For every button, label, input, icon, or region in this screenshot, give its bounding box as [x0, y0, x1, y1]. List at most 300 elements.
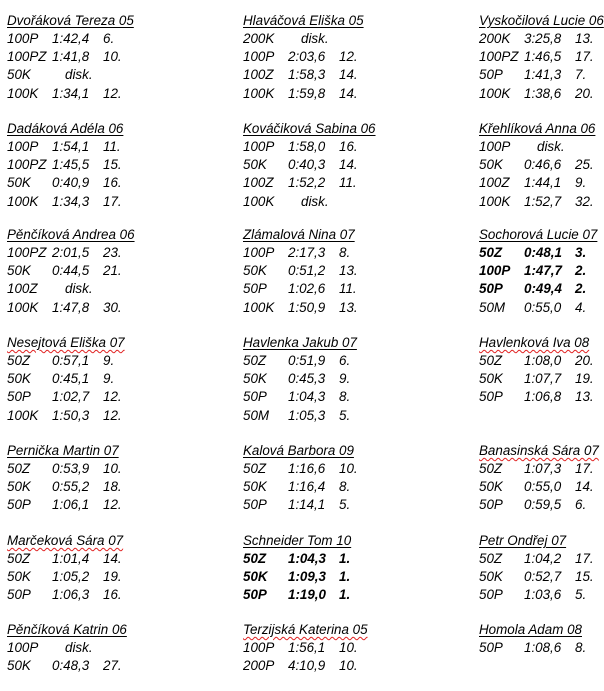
time: 0:51,2: [288, 263, 326, 279]
time: 1:06,3: [52, 587, 90, 603]
place: 14.: [103, 551, 122, 566]
swimmer-name: Pěnčíková Katrin 06: [7, 622, 127, 637]
time: 0:40,3: [288, 157, 326, 173]
discipline: 50P: [243, 389, 267, 405]
result-row: [7, 550, 142, 568]
swimmer-block: [7, 532, 142, 605]
place: 10.: [339, 461, 358, 476]
time: 1:05,2: [52, 569, 90, 585]
swimmer-block: [479, 12, 604, 103]
discipline: 50K: [243, 157, 267, 173]
place: 21.: [103, 263, 122, 279]
disqualified-status: disk.: [301, 31, 329, 46]
time: 1:07,3: [524, 461, 562, 476]
time: 1:47,7: [524, 263, 562, 279]
time: 1:41,8: [52, 49, 90, 65]
discipline: 50K: [479, 479, 503, 495]
discipline: 100P: [7, 640, 39, 655]
discipline: 100P: [479, 139, 511, 154]
swimmer-name: Petr Ondřej 07: [479, 533, 567, 548]
place: 12.: [103, 389, 122, 405]
place: 4.: [575, 299, 587, 315]
time: 1:58,3: [288, 67, 326, 83]
result-row: [7, 193, 142, 211]
time: 2:17,3: [288, 245, 326, 260]
result-row: [479, 388, 604, 406]
time: 1:50,3: [52, 407, 90, 423]
discipline: 50K: [479, 157, 503, 173]
discipline: 100P: [479, 263, 511, 279]
discipline: 50P: [479, 281, 503, 297]
discipline: 100K: [243, 85, 275, 101]
time: 1:04,3: [288, 551, 326, 566]
discipline: 50P: [243, 587, 267, 603]
discipline: 50K: [7, 263, 31, 279]
discipline: 100PZ: [479, 49, 519, 65]
time: 1:46,5: [524, 49, 562, 65]
swimmer-block: [243, 120, 378, 211]
discipline: 50P: [479, 497, 503, 513]
place: 27.: [103, 658, 122, 674]
result-row: [243, 174, 378, 192]
place: 10.: [339, 658, 358, 674]
time: 1:16,6: [288, 461, 326, 476]
result-row: [479, 299, 604, 317]
place: 14.: [339, 85, 358, 101]
time: 1:09,3: [288, 569, 326, 585]
swimmer-block: [243, 334, 378, 425]
discipline: 50Z: [479, 245, 503, 260]
result-row: [7, 568, 142, 586]
place: 19.: [575, 371, 594, 387]
place: 13.: [575, 31, 594, 46]
time: 1:02,7: [52, 389, 90, 405]
place: 16.: [103, 175, 122, 191]
result-row: [243, 299, 378, 317]
discipline: 100K: [7, 193, 39, 209]
time: 1:52,7: [524, 193, 562, 209]
swimmer-block: [7, 334, 142, 425]
time: 1:16,4: [288, 479, 326, 495]
place: 8.: [339, 389, 351, 405]
place: 12.: [103, 497, 122, 513]
place: 2.: [575, 263, 587, 279]
result-row: [479, 280, 604, 298]
result-row: [7, 407, 142, 425]
discipline: 50P: [7, 587, 31, 603]
time: 0:48,1: [524, 245, 562, 260]
place: 20.: [575, 85, 594, 101]
discipline: 50K: [7, 175, 31, 191]
time: 0:45,1: [52, 371, 90, 387]
result-row: [243, 568, 378, 586]
swimmer-block: [479, 334, 604, 407]
result-row: [479, 586, 604, 604]
discipline: 100P: [243, 640, 275, 655]
result-row: [243, 478, 378, 496]
result-row: [243, 48, 378, 66]
result-row: [479, 30, 604, 48]
place: 3.: [575, 245, 587, 260]
discipline: 50Z: [7, 551, 31, 566]
result-row: [479, 550, 604, 568]
discipline: 100Z: [479, 175, 510, 191]
swimmer-name: Kováčiková Sabina 06: [243, 121, 376, 136]
place: 2.: [575, 281, 587, 297]
discipline: 100K: [243, 299, 275, 315]
time: 0:52,7: [524, 569, 562, 585]
place: 17.: [575, 49, 594, 65]
time: 0:46,6: [524, 157, 562, 173]
place: 13.: [339, 299, 358, 315]
place: 10.: [339, 640, 358, 655]
time: 1:07,7: [524, 371, 562, 387]
place: 1.: [339, 569, 351, 585]
swimmer-block: [243, 442, 378, 515]
time: 0:49,4: [524, 281, 562, 297]
result-row: [7, 370, 142, 388]
time: 1:54,1: [52, 139, 90, 154]
result-row: [243, 30, 378, 48]
swimmer-block: [479, 621, 604, 657]
discipline: 50Z: [479, 461, 503, 476]
place: 6.: [339, 353, 351, 368]
result-row: [479, 85, 604, 103]
result-row: [7, 478, 142, 496]
result-row: [243, 352, 378, 370]
swimmer-name: Kalová Barbora 09: [243, 443, 354, 458]
place: 10.: [103, 49, 122, 65]
result-row: [7, 496, 142, 514]
result-row: [7, 30, 142, 48]
time: 0:59,5: [524, 497, 562, 513]
result-row: [243, 156, 378, 174]
disqualified-status: disk.: [537, 139, 565, 154]
place: 6.: [575, 497, 587, 513]
result-row: [7, 299, 142, 317]
result-row: [479, 174, 604, 192]
place: 9.: [103, 371, 115, 387]
result-row: [479, 568, 604, 586]
discipline: 50K: [7, 371, 31, 387]
discipline: 100P: [243, 245, 275, 260]
discipline: 100P: [243, 139, 275, 154]
discipline: 50K: [7, 569, 31, 585]
result-row: [243, 657, 378, 675]
discipline: 50P: [479, 640, 503, 655]
result-row: [243, 193, 378, 211]
swimmer-name: Pěnčíková Andrea 06: [7, 227, 135, 242]
swimmer-block: [479, 120, 604, 211]
result-row: [479, 496, 604, 514]
result-row: [479, 352, 604, 370]
discipline: 200P: [243, 658, 275, 674]
swimmer-block: [243, 226, 378, 317]
time: 0:44,5: [52, 263, 90, 279]
discipline: 50K: [7, 67, 31, 83]
swimmer-block: [7, 226, 142, 317]
place: 17.: [103, 193, 122, 209]
time: 1:50,9: [288, 299, 326, 315]
place: 19.: [103, 569, 122, 585]
result-row: [243, 66, 378, 84]
result-row: [479, 48, 604, 66]
place: 12.: [339, 49, 358, 65]
discipline: 50K: [243, 479, 267, 495]
place: 13.: [339, 263, 358, 279]
result-row: [7, 138, 142, 156]
swimmer-block: [7, 442, 142, 515]
time: 2:03,6: [288, 49, 326, 65]
discipline: 100K: [7, 299, 39, 315]
time: 1:04,3: [288, 389, 326, 405]
place: 11.: [103, 139, 121, 154]
discipline: 50P: [7, 389, 31, 405]
swimmer-block: [243, 12, 378, 103]
result-row: [7, 460, 142, 478]
swimmer-name: Havlenka Jakub 07: [243, 335, 357, 350]
place: 25.: [575, 157, 594, 173]
discipline: 50P: [7, 497, 31, 513]
swimmer-name: Schneider Tom 10: [243, 533, 352, 548]
time: 2:01,5: [52, 245, 90, 260]
discipline: 50Z: [7, 461, 31, 476]
swimmer-name: Zlámalová Nina 07: [243, 227, 355, 242]
discipline: 50P: [243, 497, 267, 513]
place: 1.: [339, 551, 351, 566]
result-row: [243, 639, 378, 657]
place: 9.: [339, 371, 351, 387]
swimmer-name: Hlaváčová Eliška 05: [243, 13, 364, 28]
discipline: 50K: [479, 371, 503, 387]
time: 1:03,6: [524, 587, 562, 603]
discipline: 50K: [479, 569, 503, 585]
place: 14.: [575, 479, 594, 495]
discipline: 100Z: [243, 67, 274, 83]
discipline: 100K: [7, 85, 39, 101]
swimmer-block: [7, 120, 142, 211]
result-row: [479, 193, 604, 211]
swimmer-name: Sochorová Lucie 07: [479, 227, 598, 242]
place: 20.: [575, 353, 594, 368]
place: 5.: [339, 407, 351, 423]
discipline: 50Z: [479, 551, 503, 566]
time: 0:51,9: [288, 353, 326, 368]
swimmer-name: Dadáková Adéla 06: [7, 121, 124, 136]
place: 16.: [339, 139, 358, 154]
swimmer-name: Terzijská Katerina 05: [243, 622, 368, 637]
place: 5.: [339, 497, 351, 513]
time: 0:57,1: [52, 353, 90, 368]
time: 1:47,8: [52, 299, 90, 315]
place: 23.: [103, 245, 122, 260]
result-row: [7, 657, 142, 675]
result-row: [479, 66, 604, 84]
place: 17.: [575, 461, 594, 476]
discipline: 100K: [243, 193, 275, 209]
time: 1:05,3: [288, 407, 326, 423]
time: 1:34,3: [52, 193, 90, 209]
result-row: [479, 478, 604, 496]
place: 11.: [339, 175, 357, 191]
time: 0:45,3: [288, 371, 326, 387]
place: 10.: [103, 461, 122, 476]
swimmer-block: [243, 532, 378, 605]
time: 1:58,0: [288, 139, 326, 154]
time: 1:08,0: [524, 353, 562, 368]
result-row: [243, 388, 378, 406]
discipline: 50Z: [243, 353, 267, 368]
result-row: [479, 639, 604, 657]
result-row: [479, 460, 604, 478]
time: 1:44,1: [524, 175, 562, 191]
place: 14.: [339, 67, 358, 83]
result-row: [7, 352, 142, 370]
disqualified-status: disk.: [65, 67, 93, 83]
result-row: [243, 496, 378, 514]
result-row: [7, 388, 142, 406]
time: 0:55,0: [524, 479, 562, 495]
discipline: 200K: [479, 31, 511, 46]
discipline: 100Z: [7, 281, 38, 297]
result-row: [243, 407, 378, 425]
place: 9.: [575, 175, 587, 191]
time: 1:19,0: [288, 587, 326, 603]
result-row: [7, 586, 142, 604]
time: 1:38,6: [524, 85, 562, 101]
place: 32.: [575, 193, 594, 209]
place: 15.: [103, 157, 122, 173]
result-row: [7, 66, 142, 84]
result-row: [243, 370, 378, 388]
discipline: 100P: [7, 31, 39, 46]
time: 0:55,2: [52, 479, 90, 495]
result-row: [243, 262, 378, 280]
time: 1:08,6: [524, 640, 562, 655]
discipline: 200K: [243, 31, 275, 46]
time: 1:52,2: [288, 175, 326, 191]
place: 17.: [575, 551, 594, 566]
time: 1:41,3: [524, 67, 562, 83]
place: 13.: [575, 389, 594, 405]
result-row: [7, 280, 142, 298]
discipline: 50Z: [479, 353, 503, 368]
discipline: 50Z: [7, 353, 31, 368]
result-row: [479, 138, 604, 156]
discipline: 50M: [479, 299, 506, 315]
place: 18.: [103, 479, 122, 495]
discipline: 50P: [243, 281, 267, 297]
discipline: 100PZ: [7, 49, 47, 65]
place: 16.: [103, 587, 122, 603]
swimmer-name: Křehlíková Anna 06: [479, 121, 596, 136]
result-row: [7, 244, 142, 262]
swimmer-block: [479, 226, 604, 317]
place: 9.: [103, 353, 115, 368]
swimmer-block: [479, 532, 604, 605]
disqualified-status: disk.: [65, 281, 93, 297]
time: 0:40,9: [52, 175, 90, 191]
swimmer-name: Marčeková Sára 07: [7, 533, 124, 548]
time: 3:25,8: [524, 31, 562, 46]
time: 1:04,2: [524, 551, 562, 566]
time: 0:53,9: [52, 461, 90, 476]
time: 1:59,8: [288, 85, 326, 101]
place: 30.: [103, 299, 122, 315]
swimmer-name: Homola Adam 08: [479, 622, 582, 637]
swimmer-block: [7, 621, 142, 675]
discipline: 100K: [7, 407, 39, 423]
place: 14.: [339, 157, 358, 173]
discipline: 50K: [243, 371, 267, 387]
time: 1:42,4: [52, 31, 90, 46]
swimmer-name: Nesejtová Eliška 07: [7, 335, 125, 350]
result-row: [7, 262, 142, 280]
result-row: [243, 550, 378, 568]
discipline: 50K: [7, 658, 31, 674]
place: 5.: [575, 587, 587, 603]
time: 0:48,3: [52, 658, 90, 674]
discipline: 50K: [243, 263, 267, 279]
discipline: 50K: [243, 569, 268, 585]
time: 1:14,1: [288, 497, 326, 513]
discipline: 100K: [479, 193, 511, 209]
place: 12.: [103, 407, 122, 423]
time: 0:55,0: [524, 299, 562, 315]
discipline: 50P: [479, 389, 503, 405]
swimmer-name: Vyskočilová Lucie 06: [479, 13, 604, 28]
discipline: 100PZ: [7, 245, 47, 260]
place: 11.: [339, 281, 357, 297]
result-row: [479, 156, 604, 174]
result-row: [243, 138, 378, 156]
result-row: [479, 370, 604, 388]
place: 7.: [575, 67, 587, 83]
swimmer-name: Havlenková Iva 08: [479, 335, 590, 350]
place: 1.: [339, 587, 351, 603]
time: 1:06,8: [524, 389, 562, 405]
disqualified-status: disk.: [65, 640, 93, 655]
result-row: [479, 244, 604, 262]
time: 1:06,1: [52, 497, 90, 513]
place: 6.: [103, 31, 115, 46]
discipline: 100K: [479, 85, 511, 101]
swimmer-block: [7, 12, 142, 103]
swimmer-name: Pernička Martin 07: [7, 443, 119, 458]
swimmer-block: [243, 621, 378, 675]
time: 4:10,9: [288, 658, 326, 674]
time: 1:56,1: [288, 640, 326, 655]
place: 12.: [103, 85, 122, 101]
discipline: 50Z: [243, 461, 267, 476]
result-row: [7, 48, 142, 66]
discipline: 50M: [243, 407, 270, 423]
place: 8.: [575, 640, 587, 655]
result-row: [7, 174, 142, 192]
result-row: [243, 460, 378, 478]
result-row: [243, 244, 378, 262]
place: 15.: [575, 569, 594, 585]
discipline: 50Z: [243, 551, 267, 566]
place: 8.: [339, 479, 351, 495]
result-row: [479, 262, 604, 280]
result-row: [7, 85, 142, 103]
discipline: 100Z: [243, 175, 274, 191]
discipline: 100P: [7, 139, 39, 154]
result-row: [243, 85, 378, 103]
time: 1:02,6: [288, 281, 326, 297]
time: 1:34,1: [52, 85, 90, 101]
